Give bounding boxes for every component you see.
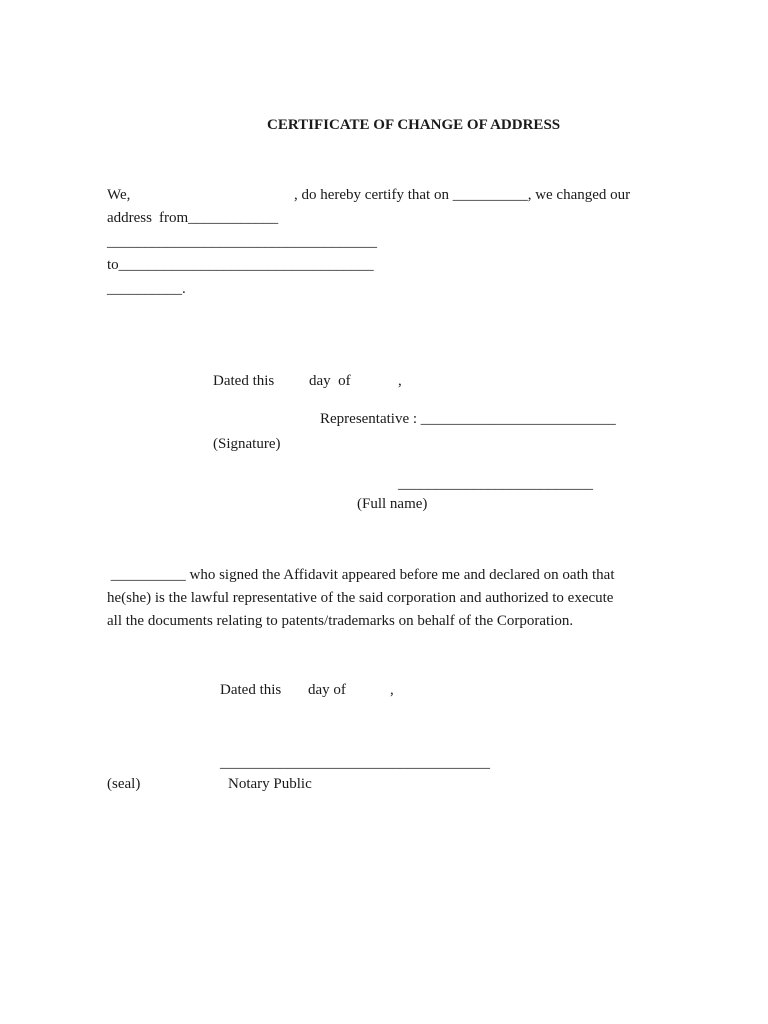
- date-comma: ,: [398, 373, 402, 389]
- dated-this-text-2: Dated this: [220, 682, 282, 698]
- affidavit-line-3: all the documents relating to patents/trademarks on behalf of the Corporation.: [107, 613, 574, 629]
- we-text: We,: [107, 187, 131, 203]
- affidavit-line-1: __________ who signed the Affidavit appeared before me and declared on oath that: [107, 567, 615, 583]
- dated-this-text: Dated this: [213, 373, 275, 389]
- full-name-label: (Full name): [357, 496, 428, 512]
- to-address-line: to__________________________________: [107, 257, 374, 273]
- affidavit-line-2: he(she) is the lawful representative of the said corporation and authorized to execute: [107, 590, 614, 606]
- to-address-blank: __________.: [107, 281, 186, 297]
- date-comma-2: ,: [390, 682, 394, 698]
- seal-label: (seal): [107, 776, 141, 792]
- from-address-blank: ____________________________________: [107, 234, 377, 250]
- notary-signature-line: ____________________________________: [220, 755, 490, 771]
- full-name-line: __________________________: [398, 476, 593, 492]
- from-address-line: from____________: [159, 210, 279, 226]
- certify-text: , do hereby certify that on __________, we changed our: [294, 187, 631, 203]
- day-of-text-2: day of: [308, 682, 346, 698]
- document-title: CERTIFICATE OF CHANGE OF ADDRESS: [267, 117, 561, 133]
- representative-label: Representative : __________________________: [320, 411, 616, 427]
- address-label: address: [107, 210, 156, 226]
- notary-public-label: Notary Public: [228, 776, 312, 792]
- signature-label: (Signature): [213, 436, 281, 452]
- day-of-text: day of: [309, 373, 351, 389]
